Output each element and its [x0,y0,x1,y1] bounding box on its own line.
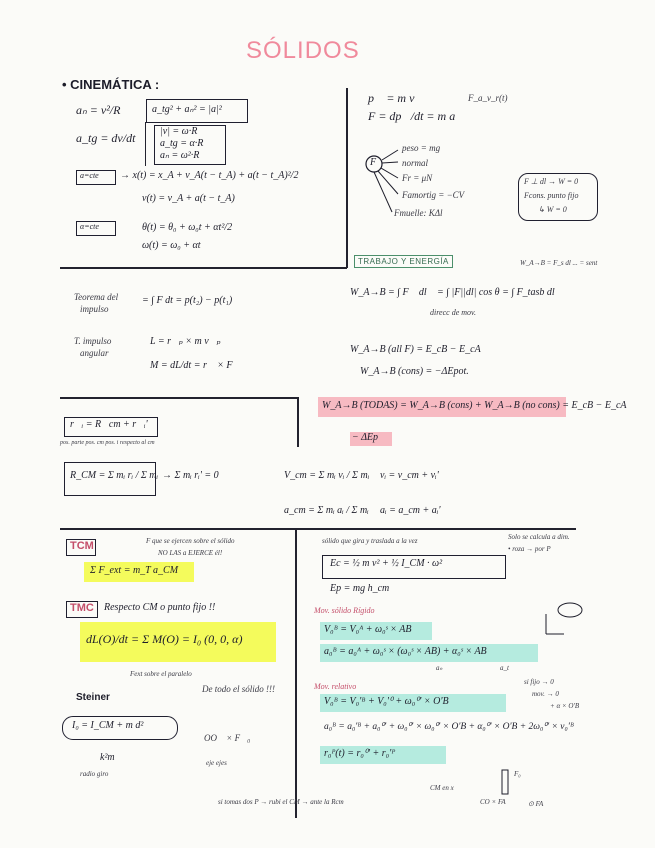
normal-component-label: aₙ [436,664,443,672]
const-accel-label: a=cte [80,171,99,180]
force-friction: Fr = μN [402,173,433,183]
roto-translation-note: sólido que gira y traslada a la vez [322,537,418,545]
impulse-label-2: impulso [80,304,109,314]
fixed-note-1: si fijo → 0 [524,678,554,686]
rigid-body-sketch [540,600,590,640]
force-normal: normal [402,158,429,168]
tcm-note-2: NO LAS a EJERCE él! [158,549,223,557]
force-label-f0: F₀ [514,770,521,778]
frame-horizontal-top [60,267,347,269]
kinetic-energy-formula: Ec = ½ m v² + ½ I_CM · ω² [330,558,443,569]
frame-horizontal-bottom [60,528,576,530]
frame-horizontal-mid [60,397,298,399]
section-trabajo: TRABAJO Y ENERGÍA [354,255,453,268]
impulse-theorem: = ∫ F dt = p(t₂) − p(t₁) [142,295,233,306]
tangential-component-label: a_t [500,664,509,672]
tmc-note: Respecto CM o punto fijo !! [104,602,216,613]
force-damping: Famortig = −CV [402,190,465,200]
normal-omega-relation: aₙ = ω²·R [160,150,200,161]
const-alpha-label: α=cte [80,222,99,231]
angle-equation: θ(t) = θ₀ + ω₀t + αt²/2 [142,222,233,233]
relative-position: r₀ᴾ(t) = r₀⁰' + r₀'ᴾ [324,748,396,759]
position-notes: pos. parte pos. cm pos. i respecto al cm [60,440,155,446]
angular-impulse-label-1: T. impulso [74,336,112,346]
rigid-body-label: Mov. sólido Rígido [314,606,375,615]
work-zero-perp: F ⊥ dl → W = 0 [524,177,579,186]
angular-velocity-equation: ω(t) = ω₀ + αt [142,240,201,251]
angular-momentum: L = r⃗ₚ × m v⃗ₚ [150,336,221,347]
relative-motion-label: Mov. relativo [314,682,357,691]
force-weight: peso = mg [402,143,441,153]
rigid-acceleration: a₀ᴮ = a₀ᴬ + ω₀ˢ × (ω₀ˢ × AB) + α₀ˢ × AB [324,646,487,657]
center-of-mass-formula: R_CM = Σ mᵢ rᵢ / Σ mᵢ [70,470,159,481]
cm-axis-note: CM en x [430,784,454,792]
page-title: SÓLIDOS [246,37,360,64]
force-center-label: F [370,157,377,168]
radius-gyration-expr: k²m [100,752,115,763]
section-cinematica: • CINEMÁTICA : [62,77,160,92]
newton-second-law: F = dp⃗/dt = m a⃗ [368,109,465,123]
section-tmc: TMC [70,602,94,614]
fixed-note-2: mov. → 0 [532,690,559,698]
bar-sketch [496,768,516,796]
rigid-velocity: V₀ᴮ = V₀ᴬ + ω₀ˢ × AB [324,624,412,635]
relative-velocity: V₀ᴮ = V₀'ᴮ + V₀'⁰ + ω₀⁰' × O'B [324,696,449,707]
force-spring: Fmuelle: KΔl [394,208,443,218]
work-zero-result: ↳ W = 0 [538,205,567,214]
frame-vertical-mid [297,397,299,447]
speed-omega-relation: |v| = ω·R [160,126,198,137]
tangential-accel-formula: a_tg = dv/dt [76,131,136,145]
delta-ep: − ΔEp [352,432,379,443]
steiner-theorem: I₀ = I_CM + m d² [72,720,144,731]
calc-note-2: • roza → por P [508,545,551,553]
accel-magnitude-formula: a_tg² + aₙ² = |a|² [152,104,222,115]
cross-product-note: CO × FA [480,798,506,806]
angular-impulse-label-2: angular [80,348,109,358]
work-zero-fixed: Fcons. punto fijo [524,191,579,200]
momentum-formula: p⃗ = m v⃗ [368,91,424,105]
whole-solid-note: De todo el sólido !!! [202,684,275,694]
movement-direction-note: direcc de mov. [430,308,476,317]
position-decomposition: r⃗ᵢ = R⃗cm + r⃗ᵢ' [70,419,148,430]
normal-accel-formula: aₙ = v²/R [76,103,121,117]
tcm-note-1: F que se ejercen sobre el sólido [146,537,235,545]
relative-moment-sum: → Σ mᵢ rᵢ' = 0 [162,470,219,481]
bottom-note: si tomas dos P → rubi el CM → ante la Rcm [218,798,344,806]
force-args-note: F_a_v_r(t) [468,93,508,103]
divider-vertical [145,122,146,166]
cm-acceleration: a_cm = Σ mᵢ aᵢ / Σ mᵢ [284,505,369,516]
acceleration-decomposition: aᵢ = a_cm + aᵢ' [380,505,441,516]
frame-vertical-top [346,88,348,268]
section-steiner: Steiner [76,692,110,703]
potential-energy-formula: Ep = mg h_cm [330,583,390,594]
tmc-equation: dL(O)/dt = Σ M(O) = I₀ (0, 0, α) [86,632,243,646]
cm-velocity: V_cm = Σ mᵢ vᵢ / Σ mᵢ [284,470,370,481]
moment-cross-product: OO⃗ × F⃗₀ [204,733,251,743]
work-energy-theorem: W_A→B (all F) = E_cB − E_cA [350,344,481,355]
total-work-equation: W_A→B (TODAS) = W_A→B (cons) + W_A→B (no cons) = E_cB − E_cA [322,400,627,411]
torque-equation: M = dL/dt = r⃗ × F⃗ [150,360,241,371]
tangential-alpha-relation: a_tg = α·R [160,138,204,149]
axis-note: eje ejes [206,759,227,767]
work-integral: W_A→B = ∫ F⃗ dl⃗ = ∫ |F||dl| cos θ = ∫ F_tasb dl [350,287,555,298]
radius-gyration-note: radio giro [80,770,109,778]
section-tcm: TCM [70,540,94,552]
tmc-note-2: Fext sobre el paralelo [130,670,192,678]
velocity-decomposition: vᵢ = v_cm + vᵢ' [380,470,439,481]
relative-acceleration: a₀ᴮ = a₀'ᴮ + a₀⁰' + ω₀⁰' × ω₀⁰' × O'B + α₀⁰' × O'B + 2ω₀⁰' × v₀'ᴮ [324,722,574,732]
velocity-equation: v(t) = v_A + a(t − t_A) [142,193,235,204]
frame-vertical-bottom [295,528,297,818]
calc-note-1: Solo se calcula a dim. [508,533,570,541]
tcm-equation: Σ F_ext = m_T a_CM [90,565,179,576]
position-equation: → x(t) = x_A + v_A(t − t_A) + a(t − t_A)²/2 [120,170,299,181]
conservative-work: W_A→B (cons) = −ΔEpot. [360,366,469,377]
impulse-label-1: Teorema del [74,292,119,302]
work-note: W_A→B = F_s dl ... = sent [520,259,598,267]
fa-note: ⊙ FA [528,800,544,808]
fixed-note-3: + α × O'B [550,702,580,710]
